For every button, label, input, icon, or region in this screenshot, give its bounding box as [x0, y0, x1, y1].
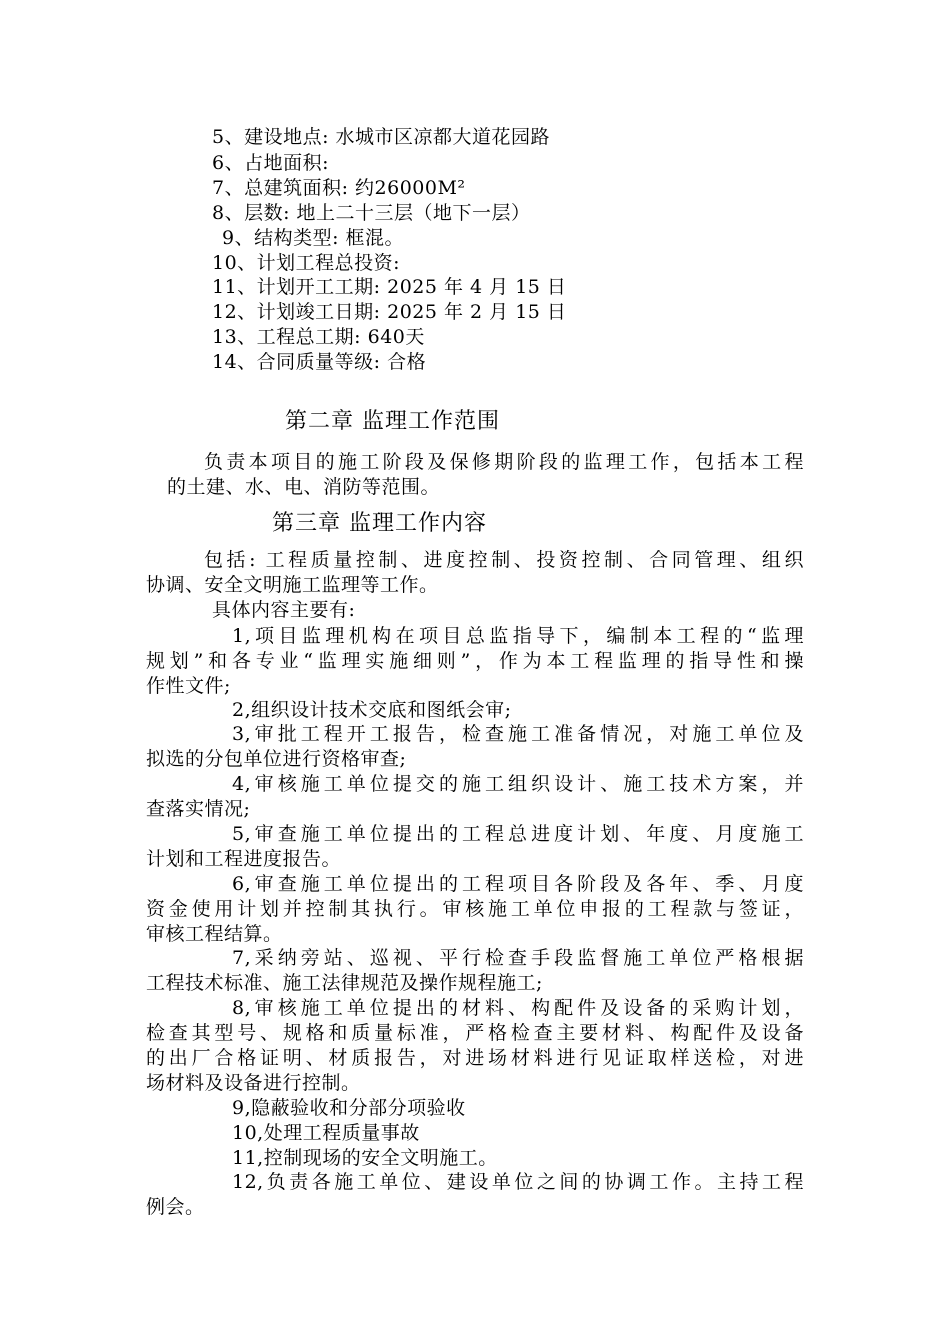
- chapter3-line: 协调、安全文明施工监理等工作。: [146, 574, 439, 596]
- content-item-line: 5,审查施工单位提出的工程总进度计划、年度、月度施工: [232, 823, 804, 845]
- content-item-line: 查落实情况;: [146, 798, 251, 820]
- info-line-13: 13、工程总工期: 640天: [212, 326, 425, 348]
- content-item-line: 作性文件;: [146, 675, 231, 697]
- content-item-line: 1,项目监理机构在项目总监指导下，编制本工程的“监理: [232, 625, 804, 647]
- content-item-line: 拟选的分包单位进行资格审查;: [146, 748, 407, 770]
- content-item-line: 场材料及设备进行控制。: [146, 1072, 361, 1094]
- content-item-line: 计划和工程进度报告。: [146, 848, 342, 870]
- content-item-line: 6,审查施工单位提出的工程项目各阶段及各年、季、月度: [232, 873, 804, 895]
- chapter3-title: 第三章 监理工作内容: [272, 511, 487, 536]
- content-item-line: 审核工程结算。: [146, 923, 283, 945]
- content-item-line: 4,审核施工单位提交的施工组织设计、施工技术方案，并: [232, 773, 804, 795]
- content-item-line: 11,控制现场的安全文明施工。: [232, 1147, 498, 1169]
- content-item-line: 资金使用计划并控制其执行。审核施工单位申报的工程款与签证，: [146, 898, 804, 920]
- info-line-10: 10、计划工程总投资:: [212, 252, 401, 274]
- content-item-line: 检查其型号、规格和质量标准，严格检查主要材料、构配件及设备: [146, 1022, 804, 1044]
- content-item-line: 9,隐蔽验收和分部分项验收: [232, 1097, 466, 1119]
- content-item-line: 3,审批工程开工报告，检查施工准备情况，对施工单位及: [232, 723, 804, 745]
- content-item-line: 12,负责各施工单位、建设单位之间的协调工作。主持工程: [232, 1171, 804, 1193]
- info-line-5: 5、建设地点: 水城市区凉都大道花园路: [212, 126, 551, 148]
- chapter2-title: 第二章 监理工作范围: [285, 409, 500, 434]
- chapter2-paragraph-line: 的土建、水、电、消防等范围。: [167, 476, 441, 498]
- info-line-7: 7、总建筑面积: 约26000M²: [212, 177, 466, 199]
- content-item-line: 规划”和各专业“监理实施细则”，作为本工程监理的指导性和操: [146, 650, 804, 672]
- info-line-14: 14、合同质量等级: 合格: [212, 351, 427, 373]
- content-item-line: 工程技术标准、施工法律规范及操作规程施工;: [146, 972, 543, 994]
- content-item-line: 2,组织设计技术交底和图纸会审;: [232, 699, 512, 721]
- content-item-line: 10,处理工程质量事故: [232, 1122, 420, 1144]
- chapter3-line: 具体内容主要有:: [212, 599, 356, 621]
- chapter3-line: 包括: 工程质量控制、进度控制、投资控制、合同管理、组织: [204, 549, 804, 571]
- content-item-line: 7,采纳旁站、巡视、平行检查手段监督施工单位严格根据: [232, 947, 804, 969]
- info-line-11: 11、计划开工工期: 2025 年 4 月 15 日: [212, 276, 567, 298]
- info-line-12: 12、计划竣工日期: 2025 年 2 月 15 日: [212, 301, 567, 323]
- info-line-9: 9、结构类型: 框混。: [222, 227, 405, 249]
- chapter2-paragraph-line: 负责本项目的施工阶段及保修期阶段的监理工作，包括本工程: [204, 451, 804, 473]
- content-item-line: 的出厂合格证明、材质报告，对进场材料进行见证取样送检，对进: [146, 1047, 804, 1069]
- content-item-line: 例会。: [146, 1196, 205, 1218]
- content-item-line: 8,审核施工单位提出的材料、构配件及设备的采购计划，: [232, 997, 804, 1019]
- info-line-6: 6、占地面积:: [212, 152, 329, 174]
- info-line-8: 8、层数: 地上二十三层（地下一层）: [212, 202, 531, 224]
